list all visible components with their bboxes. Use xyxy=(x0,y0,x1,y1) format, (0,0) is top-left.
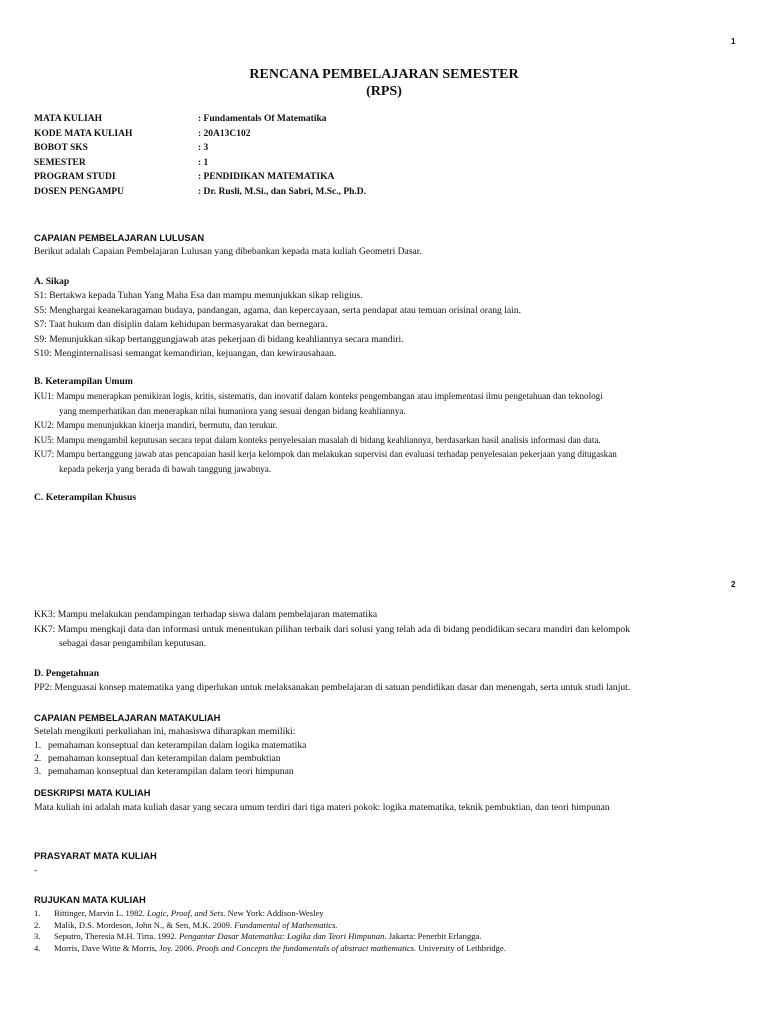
page-number: 1 xyxy=(731,37,736,46)
info-row xyxy=(34,141,734,156)
reference-title: Proofs and Concepts the fundamentals of abstract mathematics. xyxy=(196,942,417,953)
prasyarat-heading: PRASYARAT MATA KULIAH xyxy=(34,850,157,861)
ku-item-continued: yang memperhatikan dan menerapkan nilai humaniora yang sesuai dengan bidang keahliannya. xyxy=(59,405,406,416)
kk-item-continued: sebagai dasar pengambilan keputusan. xyxy=(59,638,207,649)
reference-number: 1. xyxy=(34,908,41,918)
info-value: : 3 xyxy=(198,143,209,154)
pengetahuan-heading: D. Pengetahuan xyxy=(34,668,100,679)
document-title: RENCANA PEMBELAJARAN SEMESTER xyxy=(249,67,519,82)
reference-number: 2. xyxy=(34,919,41,930)
cpmk-item xyxy=(34,739,634,752)
ku-item: KU5: Mampu mengambil keputusan secara tepat dalam konteks penyelesaian masalah di bidang keahliannya, berdasarkan hasil analisis informasi dan data. xyxy=(34,434,601,445)
reference-title: Pengantar Dasar Matematika: Logika dan Teori Himpunan. xyxy=(178,931,387,941)
reference-author: Morris, Dave Witte & Morris, Joy. 2006. xyxy=(54,942,197,953)
kk-item: KK7: Mampu mengkaji data dan informasi untuk menentukan pilihan terbaik dari solusi yang telah ada di bidang pendidikan secara mandiri dan kelompok xyxy=(34,623,630,635)
prasyarat-value: - xyxy=(34,865,38,876)
page-number: 2 xyxy=(731,580,736,589)
cpmk-item-text: pemahaman konseptual dan keterampilan dalam teori himpunan xyxy=(48,766,294,777)
info-row xyxy=(34,127,734,142)
cpl-heading: CAPAIAN PEMBELAJARAN LULUSAN xyxy=(34,232,205,243)
reference-item xyxy=(34,920,744,932)
info-value: : 1 xyxy=(198,157,209,168)
cpmk-item-number: 2. xyxy=(34,753,42,764)
info-row xyxy=(34,185,734,200)
info-label: PROGRAM STUDI xyxy=(34,172,116,183)
reference-number: 4. xyxy=(34,942,41,953)
cpmk-list xyxy=(34,739,634,778)
ku-list xyxy=(34,389,744,476)
document-subtitle: (RPS) xyxy=(366,84,402,99)
sikap-item: S10: Menginternalisasi semangat kemandirian, kejuangan, dan kewirausahaan. xyxy=(34,348,337,359)
sikap-item: S7: Taat hukum dan disiplin dalam kehidupan bermasyarakat dan bernegara. xyxy=(34,319,328,330)
reference-author: Malik, D.S. Mordeson, John N., & Sen, M.K. 2009. xyxy=(54,919,235,930)
reference-publisher: . New York: Addison-Wesley xyxy=(223,908,324,918)
sikap-item: S1: Bertakwa kepada Tuhan Yang Maha Esa dan mampu menunjukkan sikap religius. xyxy=(34,290,363,301)
reference-publisher: University of Lethbridge. xyxy=(416,942,506,953)
reference-author: Seputro, Theresia M.H. Tirta. 1992. xyxy=(54,931,179,941)
pengetahuan-item: PP2: Menguasai konsep matematika yang diperlukan untuk melaksanakan pembelajaran di satuan pendidikan dasar dan menengah, serta untuk studi lanjut. xyxy=(34,682,631,693)
reference-author: Bittinger, Marvin L. 1982. xyxy=(54,908,147,918)
reference-item xyxy=(34,943,744,955)
reference-number: 3. xyxy=(34,931,41,941)
ku-item-continued: kepada pekerja yang berada di bawah tanggung jawabnya. xyxy=(59,463,272,474)
kk-list xyxy=(34,608,739,652)
info-label: DOSEN PENGAMPU xyxy=(34,186,124,197)
cpmk-item xyxy=(34,765,634,778)
reference-item xyxy=(34,908,744,920)
ku-heading: B. Keterampilan Umum xyxy=(34,376,133,387)
sikap-item: S5: Menghargai keanekaragaman budaya, pandangan, agama, dan kepercayaan, serta pendapat atau temuan orisinal orang lain. xyxy=(34,304,522,316)
sikap-list xyxy=(34,289,739,362)
info-value: : Fundamentals Of Matematika xyxy=(198,114,327,124)
cpmk-intro: Setelah mengikuti perkuliahan ini, mahasiswa diharapkan memiliki: xyxy=(34,726,296,737)
cpmk-item-text: pemahaman konseptual dan keterampilan dalam logika matematika xyxy=(48,740,307,751)
rujukan-heading: RUJUKAN MATA KULIAH xyxy=(34,894,146,905)
info-label: SEMESTER xyxy=(34,157,86,168)
info-value: : PENDIDIKAN MATEMATIKA xyxy=(198,172,335,183)
ku-item: KU2: Mampu menunjukkan kinerja mandiri, bermutu, dan terukur. xyxy=(34,420,278,430)
cpmk-heading: CAPAIAN PEMBELAJARAN MATAKULIAH xyxy=(34,712,221,723)
sikap-heading: A. Sikap xyxy=(34,276,70,287)
cpmk-item-text: pemahaman konseptual dan keterampilan dalam pembuktian xyxy=(48,753,281,764)
reference-item xyxy=(34,931,744,943)
cpmk-item-number: 1. xyxy=(34,740,42,751)
info-row xyxy=(34,170,734,185)
reference-title: Logic, Proof, and Sets xyxy=(146,908,224,918)
info-row xyxy=(34,156,734,171)
info-value: : Dr. Rusli, M.Si., dan Sabri, M.Sc., Ph.D. xyxy=(198,186,367,197)
deskripsi-heading: DESKRIPSI MATA KULIAH xyxy=(34,787,151,798)
ku-item: KU1: Mampu menerapkan pemikiran logis, kritis, sistematis, dan inovatif dalam konteks pengembangan atau implementasi ilmu pengetahuan dan teknologi xyxy=(34,391,603,401)
info-label: MATA KULIAH xyxy=(34,114,102,124)
sikap-item: S9: Menunjukkan sikap bertanggungjawab atas pekerjaan di bidang keahliannya secara mandiri. xyxy=(34,333,404,345)
cpmk-item xyxy=(34,752,634,765)
kk-heading: C. Keterampilan Khusus xyxy=(34,492,137,503)
kk-item: KK3: Mampu melakukan pendampingan terhadap siswa dalam pembelajaran matematika xyxy=(34,609,378,620)
cpmk-item-number: 3. xyxy=(34,766,42,777)
info-label: KODE MATA KULIAH xyxy=(34,128,133,139)
info-row xyxy=(34,112,734,127)
info-label: BOBOT SKS xyxy=(34,143,88,154)
reference-title: Fundamental of Mathematics. xyxy=(234,919,338,930)
ku-item: KU7: Mampu bertanggung jawab atas pencapaian hasil kerja kelompok dan melakukan supervisi dan evaluasi terhadap penyelesaian pekerjaan yang ditugaskan xyxy=(34,449,617,459)
rujukan-list xyxy=(34,908,744,954)
cpl-intro: Berikut adalah Capaian Pembelajaran Lulusan yang dibebankan kepada mata kuliah Geometri Dasar. xyxy=(34,246,422,257)
reference-publisher: Jakarta: Penerbit Erlangga. xyxy=(386,931,482,941)
info-value: : 20A13C102 xyxy=(198,128,251,139)
deskripsi-text: Mata kuliah ini adalah mata kuliah dasar yang secara umum terdiri dari tiga materi pokok: logika matematika, teknik pembuktian, dan teori himpunan xyxy=(34,802,610,813)
course-info xyxy=(34,112,734,200)
